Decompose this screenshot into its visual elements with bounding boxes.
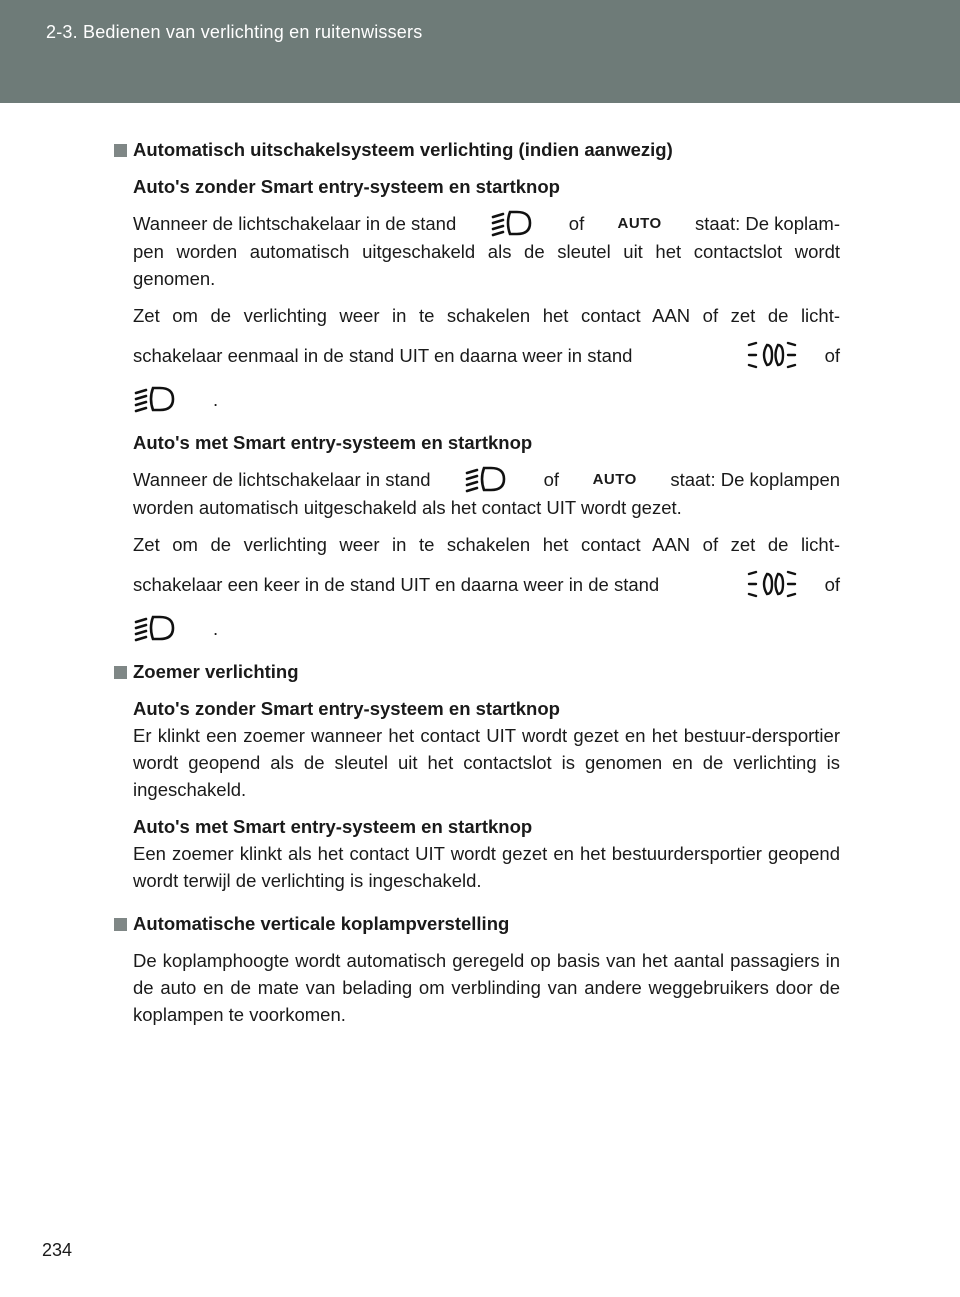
page-content xyxy=(114,136,840,1038)
paragraph-line: schakelaar een keer in de stand UIT en daarna weer in de stand of xyxy=(133,562,840,606)
headlight-icon xyxy=(133,613,179,643)
section-bullet-icon xyxy=(114,144,127,157)
auto-icon: AUTO xyxy=(617,214,662,232)
headlight-icon xyxy=(464,464,510,494)
parking-light-icon xyxy=(747,567,797,601)
section-title-auto-off: Automatisch uitschakelsysteem verlichting (indien aanwezig) xyxy=(114,136,840,163)
section-title-leveling: Automatische verticale koplampverstelling xyxy=(114,910,840,937)
subheading-with-smart-entry: Auto's met Smart entry-systeem en startknop xyxy=(133,816,533,837)
section-body-leveling xyxy=(114,947,840,1028)
paragraph-text: Zet om de verlichting weer in te schakelen het contact AAN of zet de licht- xyxy=(133,305,840,326)
parking-light-icon xyxy=(747,338,797,372)
paragraph-line: Wanneer de lichtschakelaar in de stand of AUTO staat: De koplam- xyxy=(133,208,840,238)
section-body-buzzer xyxy=(114,695,840,894)
subheading-with-smart-entry: Auto's met Smart entry-systeem en startknop xyxy=(133,432,533,453)
paragraph-text: Er klinkt een zoemer wanneer het contact UIT wordt gezet en het bestuur-dersportier wordt geopend als de sleutel uit het contactslot is genomen en de verlichting is ingeschakeld. xyxy=(133,725,840,800)
icon-line: . xyxy=(133,377,840,421)
paragraph-text: Een zoemer klinkt als het contact UIT wordt gezet en het bestuurdersportier geopend wordt terwijl de verlichting is ingeschakeld. xyxy=(133,843,840,891)
paragraph-text: pen worden automatisch uitgeschakeld als de sleutel uit het contactslot wordt genomen. xyxy=(133,241,840,289)
section-title-buzzer: Zoemer verlichting xyxy=(114,658,840,685)
subheading-without-smart-entry: Auto's zonder Smart entry-systeem en startknop xyxy=(133,176,560,197)
page-number: 234 xyxy=(42,1240,73,1260)
auto-icon: AUTO xyxy=(592,470,637,488)
headlight-icon xyxy=(490,208,536,238)
section-bullet-icon xyxy=(114,918,127,931)
page-header xyxy=(0,0,960,103)
section-bullet-icon xyxy=(114,666,127,679)
chapter-title: 2-3. Bedienen van verlichting en ruitenwissers xyxy=(46,22,423,42)
headlight-icon xyxy=(133,384,179,414)
subheading-without-smart-entry: Auto's zonder Smart entry-systeem en startknop xyxy=(133,698,560,719)
paragraph-line: Wanneer de lichtschakelaar in stand of AUTO staat: De koplampen xyxy=(133,464,840,494)
icon-line: . xyxy=(133,606,840,650)
paragraph-text: De koplamphoogte wordt automatisch geregeld op basis van het aantal passagiers in de auto en de mate van belading om verblinding van andere weggebruikers door de koplampen te voorkomen. xyxy=(133,950,840,1025)
paragraph-text: Zet om de verlichting weer in te schakelen het contact AAN of zet de licht- xyxy=(133,534,840,555)
paragraph-text: worden automatisch uitgeschakeld als het contact UIT wordt gezet. xyxy=(133,497,682,518)
section-body-auto-off xyxy=(114,173,840,650)
paragraph-line: schakelaar eenmaal in de stand UIT en daarna weer in stand of xyxy=(133,333,840,377)
